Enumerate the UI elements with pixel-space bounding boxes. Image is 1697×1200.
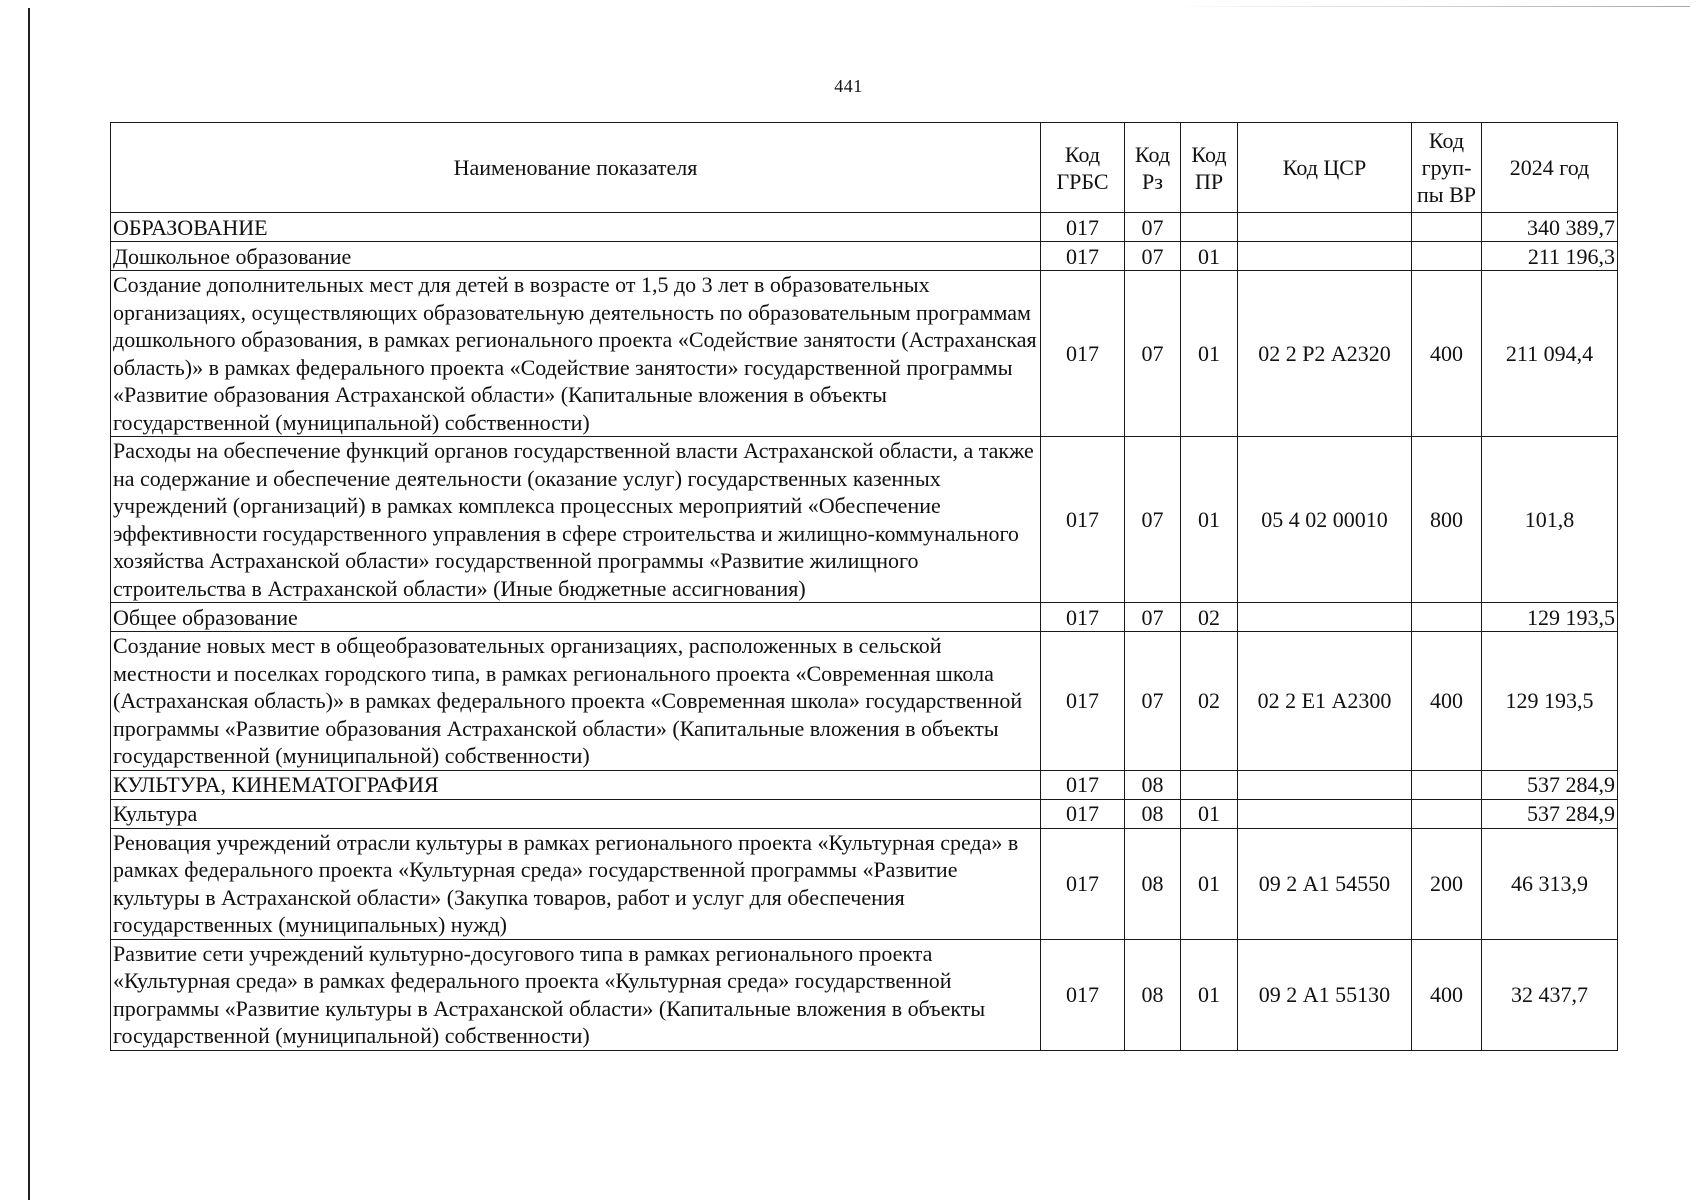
- row-vr: [1412, 770, 1482, 799]
- row-vr: 800: [1412, 437, 1482, 603]
- table-row: [111, 939, 1618, 1050]
- row-vr: [1412, 799, 1482, 828]
- row-amount: 101,8: [1482, 437, 1618, 603]
- header-name: Наименование показателя: [111, 123, 1041, 213]
- row-pr: 01: [1181, 828, 1238, 939]
- header-csr: Код ЦСР: [1238, 123, 1412, 213]
- table-row: [111, 271, 1618, 437]
- row-pr: [1181, 770, 1238, 799]
- row-amount: 340 389,7: [1482, 213, 1618, 242]
- scan-top-streak: [1170, 6, 1690, 7]
- row-name: Дошкольное образование: [111, 242, 1041, 271]
- row-csr: 09 2 А1 55130: [1238, 939, 1412, 1050]
- row-pr: 02: [1181, 632, 1238, 771]
- table-row: [111, 213, 1618, 242]
- row-amount: 537 284,9: [1482, 799, 1618, 828]
- row-grbs: 017: [1041, 603, 1125, 632]
- row-rz: 07: [1125, 271, 1181, 437]
- row-grbs: 017: [1041, 213, 1125, 242]
- row-amount: 211 196,3: [1482, 242, 1618, 271]
- table-row: [111, 770, 1618, 799]
- table-row: [111, 437, 1618, 603]
- row-pr: [1181, 213, 1238, 242]
- row-csr: [1238, 242, 1412, 271]
- row-amount: 32 437,7: [1482, 939, 1618, 1050]
- table-row: [111, 242, 1618, 271]
- table-row: [111, 799, 1618, 828]
- row-vr: 200: [1412, 828, 1482, 939]
- row-csr: 05 4 02 00010: [1238, 437, 1412, 603]
- row-pr: 01: [1181, 271, 1238, 437]
- header-grbs: Код ГРБС: [1041, 123, 1125, 213]
- row-rz: 08: [1125, 828, 1181, 939]
- row-csr: [1238, 799, 1412, 828]
- row-amount: 129 193,5: [1482, 603, 1618, 632]
- row-csr: 02 2 Р2 А2320: [1238, 271, 1412, 437]
- row-grbs: 017: [1041, 632, 1125, 771]
- table-row: [111, 828, 1618, 939]
- row-name: Расходы на обеспечение функций органов государственной власти Астраханской области, а также на содержание и обеспечение деятельности (оказание услуг) государственных казенных учреждений (организаций) в рамках комплекса процессных мероприятий «Обеспечение эффективности государственного управления в сфере строительства и жилищно-коммунального хозяйства Астраханской области» государственной программы «Развитие жилищного строительства в Астраханской области» (Иные бюджетные ассигнования): [111, 437, 1041, 603]
- header-vr: Код груп-пы ВР: [1412, 123, 1482, 213]
- row-rz: 08: [1125, 799, 1181, 828]
- table-row: [111, 603, 1618, 632]
- row-rz: 08: [1125, 770, 1181, 799]
- row-pr: 01: [1181, 799, 1238, 828]
- row-grbs: 017: [1041, 828, 1125, 939]
- row-csr: [1238, 603, 1412, 632]
- row-vr: [1412, 603, 1482, 632]
- row-csr: 09 2 А1 54550: [1238, 828, 1412, 939]
- row-name: Развитие сети учреждений культурно-досугового типа в рамках регионального проекта «Культурная среда» в рамках федерального проекта «Культурная среда» государственной программы «Развитие культуры в Астраханской области» (Капитальные вложения в объекты государственной (муниципальной) собственности): [111, 939, 1041, 1050]
- row-vr: 400: [1412, 271, 1482, 437]
- row-rz: 08: [1125, 939, 1181, 1050]
- row-csr: [1238, 770, 1412, 799]
- row-amount: 129 193,5: [1482, 632, 1618, 771]
- row-vr: [1412, 213, 1482, 242]
- row-pr: 01: [1181, 939, 1238, 1050]
- header-pr: Код ПР: [1181, 123, 1238, 213]
- row-grbs: 017: [1041, 437, 1125, 603]
- row-pr: 02: [1181, 603, 1238, 632]
- row-rz: 07: [1125, 213, 1181, 242]
- row-vr: [1412, 242, 1482, 271]
- row-name: Создание дополнительных мест для детей в возрасте от 1,5 до 3 лет в образовательных организациях, осуществляющих образовательную деятельность по образовательным программам дошкольного образования, в рамках регионального проекта «Содействие занятости (Астраханская область)» в рамках федерального проекта «Содействие занятости» государственной программы «Развитие образования Астраханской области» (Капитальные вложения в объекты государственной (муниципальной) собственности): [111, 271, 1041, 437]
- row-amount: 211 094,4: [1482, 271, 1618, 437]
- budget-table: [110, 122, 1618, 1051]
- row-vr: 400: [1412, 632, 1482, 771]
- row-grbs: 017: [1041, 242, 1125, 271]
- table-header-row: [111, 123, 1618, 213]
- row-grbs: 017: [1041, 939, 1125, 1050]
- header-rz: Код Рз: [1125, 123, 1181, 213]
- row-rz: 07: [1125, 603, 1181, 632]
- row-name: Общее образование: [111, 603, 1041, 632]
- row-name: ОБРАЗОВАНИЕ: [111, 213, 1041, 242]
- row-csr: 02 2 Е1 А2300: [1238, 632, 1412, 771]
- row-rz: 07: [1125, 632, 1181, 771]
- row-rz: 07: [1125, 242, 1181, 271]
- row-grbs: 017: [1041, 770, 1125, 799]
- scan-left-edge: [28, 8, 30, 1200]
- row-amount: 46 313,9: [1482, 828, 1618, 939]
- row-pr: 01: [1181, 242, 1238, 271]
- row-grbs: 017: [1041, 271, 1125, 437]
- row-pr: 01: [1181, 437, 1238, 603]
- header-year: 2024 год: [1482, 123, 1618, 213]
- table-row: [111, 632, 1618, 771]
- row-rz: 07: [1125, 437, 1181, 603]
- row-name: КУЛЬТУРА, КИНЕМАТОГРАФИЯ: [111, 770, 1041, 799]
- row-grbs: 017: [1041, 799, 1125, 828]
- row-csr: [1238, 213, 1412, 242]
- page-number: 441: [834, 76, 863, 96]
- row-vr: 400: [1412, 939, 1482, 1050]
- row-name: Культура: [111, 799, 1041, 828]
- row-amount: 537 284,9: [1482, 770, 1618, 799]
- row-name: Реновация учреждений отрасли культуры в рамках регионального проекта «Культурная среда» в рамках федерального проекта «Культурная среда» государственной программы «Развитие культуры в Астраханской области» (Закупка товаров, работ и услуг для обеспечения государственных (муниципальных) нужд): [111, 828, 1041, 939]
- row-name: Создание новых мест в общеобразовательных организациях, расположенных в сельской местности и поселках городского типа, в рамках регионального проекта «Современная школа (Астраханская область)» в рамках федерального проекта «Современная школа» государственной программы «Развитие образования Астраханской области» (Капитальные вложения в объекты государственной (муниципальной) собственности): [111, 632, 1041, 771]
